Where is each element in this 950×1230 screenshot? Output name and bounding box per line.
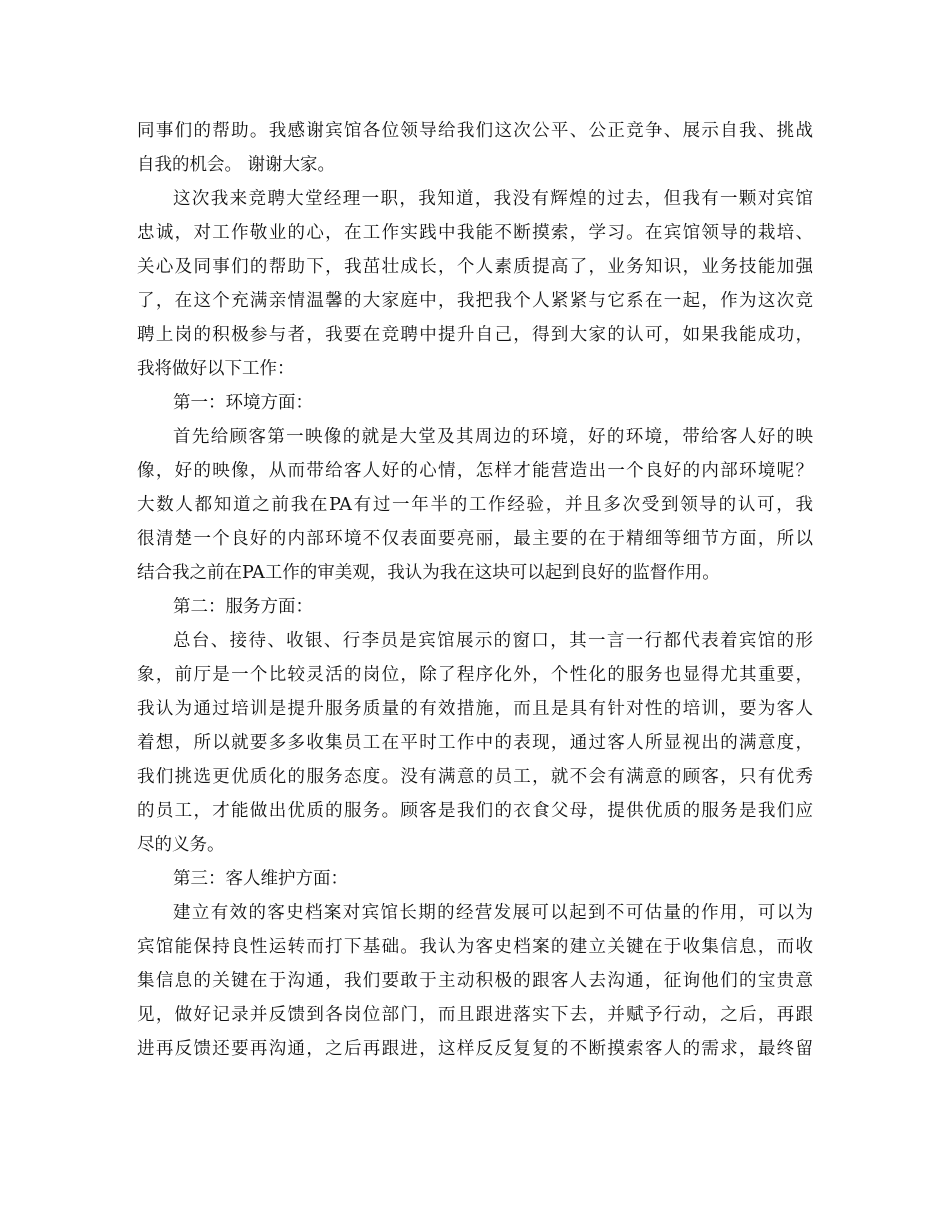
text-line: 首先给顾客第一映像的就是大堂及其周边的环境，好的环境，带给客人好的映	[173, 427, 813, 447]
text-line: 象，前厅是一个比较灵活的岗位，除了程序化外，个性化的服务也显得尤其重要，	[137, 665, 813, 685]
text-line: 我认为通过培训是提升服务质量的有效措施，而且是具有针对性的培训，要为客人	[137, 699, 813, 719]
text-line: 大数人都知道之前我在PA有过一年半的工作经验，并且多次受到领导的认可，我	[137, 495, 813, 515]
text-line: 总台、接待、收银、行李员是宾馆展示的窗口，其一言一行都代表着宾馆的形	[173, 631, 813, 651]
text-line: 像，好的映像，从而带给客人好的心情，怎样才能营造出一个良好的内部环境呢？	[137, 461, 813, 481]
text-line: 宾馆能保持良性运转而打下基础。我认为客史档案的建立关键在于收集信息，而收	[137, 937, 813, 957]
text-line: 结合我之前在PA工作的审美观，我认为我在这块可以起到良好的监督作用。	[137, 563, 720, 583]
text-line: 第一：环境方面：	[173, 393, 313, 413]
text-line: 我将做好以下工作：	[137, 359, 295, 379]
text-line: 见，做好记录并反馈到各岗位部门，而且跟进落实下去，并赋予行动，之后，再跟	[137, 1005, 813, 1025]
document-page	[137, 114, 813, 1066]
text-line: 第二：服务方面：	[173, 597, 313, 617]
text-line: 关心及同事们的帮助下，我茁壮成长，个人素质提高了，业务知识，业务技能加强	[137, 257, 813, 277]
text-line: 自我的机会。 谢谢大家。	[137, 155, 336, 175]
text-line: 建立有效的客史档案对宾馆长期的经营发展可以起到不可估量的作用，可以为	[173, 903, 813, 923]
text-line: 着想，所以就要多多收集员工在平时工作中的表现，通过客人所显视出的满意度，	[137, 733, 813, 753]
text-line: 同事们的帮助。我感谢宾馆各位领导给我们这次公平、公正竞争、展示自我、挑战	[137, 121, 813, 141]
text-line: 这次我来竞聘大堂经理一职，我知道，我没有辉煌的过去，但我有一颗对宾馆	[173, 189, 813, 209]
text-line: 集信息的关键在于沟通，我们要敢于主动积极的跟客人去沟通，征询他们的宝贵意	[137, 971, 813, 991]
text-line: 的员工，才能做出优质的服务。顾客是我们的衣食父母，提供优质的服务是我们应	[137, 801, 813, 821]
text-line: 了，在这个充满亲情温馨的大家庭中，我把我个人紧紧与它系在一起，作为这次竞	[137, 291, 813, 311]
text-line: 忠诚，对工作敬业的心，在工作实践中我能不断摸索，学习。在宾馆领导的栽培、	[137, 223, 813, 243]
text-line: 进再反馈还要再沟通，之后再跟进，这样反反复复的不断摸索客人的需求，最终留	[137, 1039, 813, 1059]
text-line: 尽的义务。	[137, 835, 225, 855]
text-line: 我们挑选更优质化的服务态度。没有满意的员工，就不会有满意的顾客，只有优秀	[137, 767, 813, 787]
text-line: 很清楚一个良好的内部环境不仅表面要亮丽，最主要的在于精细等细节方面，所以	[137, 529, 813, 549]
text-line: 聘上岗的积极参与者，我要在竞聘中提升自己，得到大家的认可，如果我能成功，	[137, 325, 813, 345]
text-line: 第三：客人维护方面：	[173, 869, 348, 889]
